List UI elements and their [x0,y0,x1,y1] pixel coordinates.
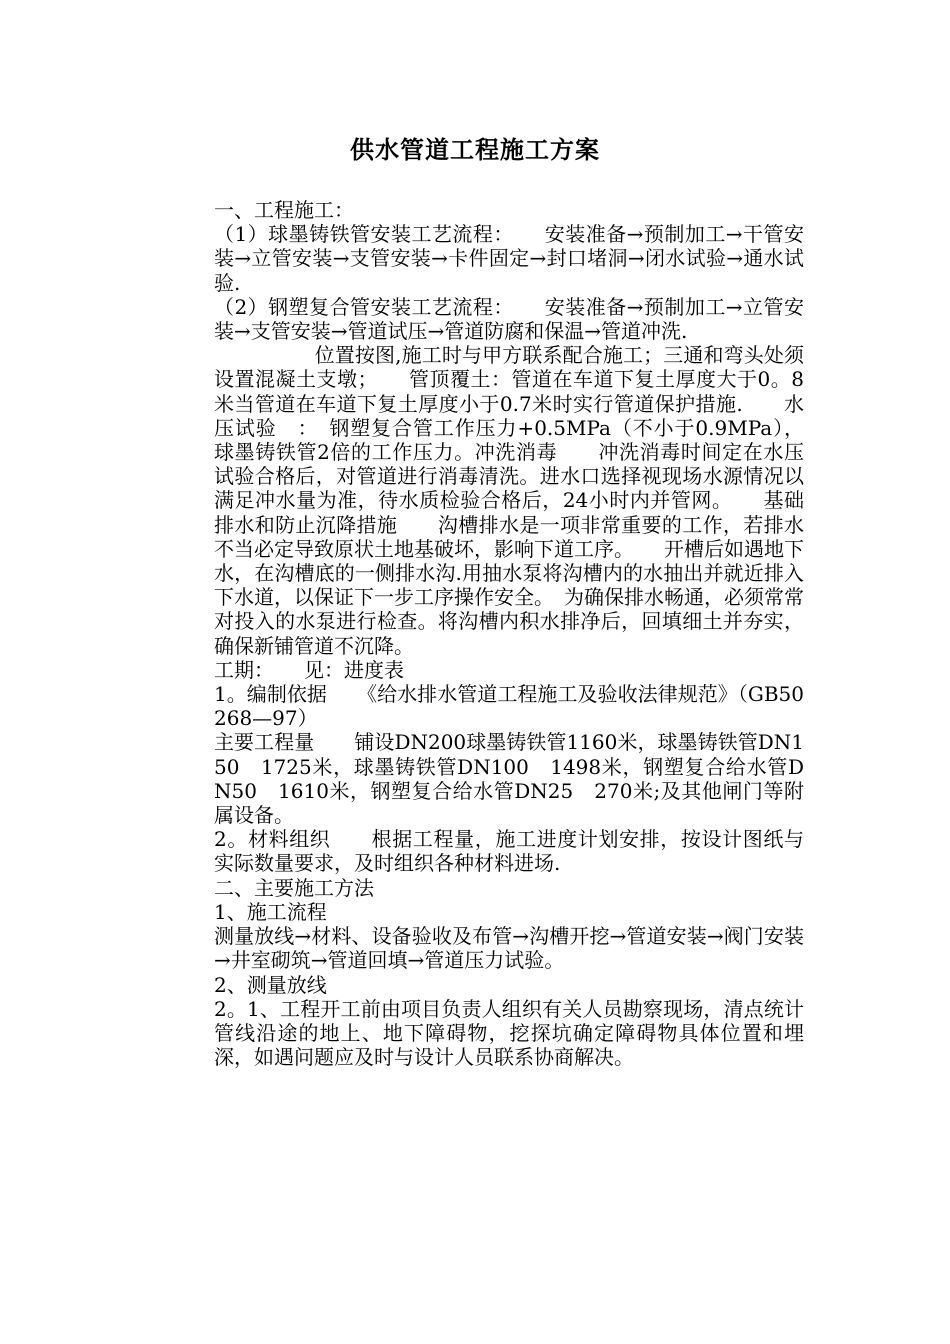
paragraph: 测量放线→材料、设备验收及布管→沟槽开挖→管道安装→阀门安装→井室砌筑→管道回填→管道压力试验。 [214,924,804,973]
paragraph: 2。1、工程开工前由项目负责人组织有关人员勘察现场，清点统计管线沿途的地上、地下障碍物，挖探坑确定障碍物具体位置和埋深，如遇问题应及时与设计人员联系协商解决。 [214,996,804,1070]
document-title: 供水管道工程施工方案 [350,135,600,164]
subsection-heading: 2、测量放线 [214,972,327,997]
subsection-heading: 1、施工流程 [214,899,327,924]
section-heading: 二、主要施工方法 [214,875,374,900]
section-heading: 一、工程施工： [214,198,354,222]
paragraph: 1。编制依据 《给水排水管道工程施工及验收法律规范》（GB50268—97） [214,682,804,731]
paragraph: （1）球墨铸铁管安装工艺流程： 安装准备→预制加工→干管安装→立管安装→支管安装→卡件固定→封口堵洞→闭水试验→通水试验. [214,222,804,295]
document-body [214,198,804,1069]
paragraph: 主要工程量 铺设DN200球墨铸铁管1160米，球墨铸铁管DN150 1725米，球墨铸铁管DN100 1498米，钢塑复合给水管DN50 1610米，钢塑复合给水管DN25 270米;及其他闸门等附属设备。 [214,730,804,828]
paragraph: （2）钢塑复合管安装工艺流程： 安装准备→预制加工→立管安装→支管安装→管道试压→管道防腐和保温→管道冲洗. [214,294,804,344]
paragraph: 位置按图,施工时与甲方联系配合施工；三通和弯头处须设置混凝土支墩； 管顶覆土：管道在车道下复土厚度大于0。8米当管道在车道下复土厚度小于0.7米时实行管道保护措施. 水压试验 ： 钢塑复合管工作压力+0.5MPa（不小于0.9MPa），球墨铸铁管2倍的工作压力。冲洗消毒 冲洗消毒时间定在水压试验合格后，对管道进行消毒清洗。进水口选择视现场水源情况以满足冲水量为准，待水质检验合格后，24小时内并管网。 基础排水和防止沉降措施 沟槽排水是一项非常重要的工作，若排水不当必定导致原状土地基破坏，影响下道工序。 开槽后如遇地下水，在沟槽底的一侧排水沟.用抽水泵将沟槽内的水抽出并就近排入下水道，以保证下一步工序操作安全。 为确保排水畅通，必须常常对投入的水泵进行检查。将沟槽内积水排净后，回填细土并夯实，确保新铺管道不沉降。 [214,343,804,658]
paragraph: 2。材料组织 根据工程量，施工进度计划安排，按设计图纸与实际数量要求，及时组织各种材料进场. [214,827,804,876]
paragraph: 工期： 见：进度表 [214,657,404,682]
